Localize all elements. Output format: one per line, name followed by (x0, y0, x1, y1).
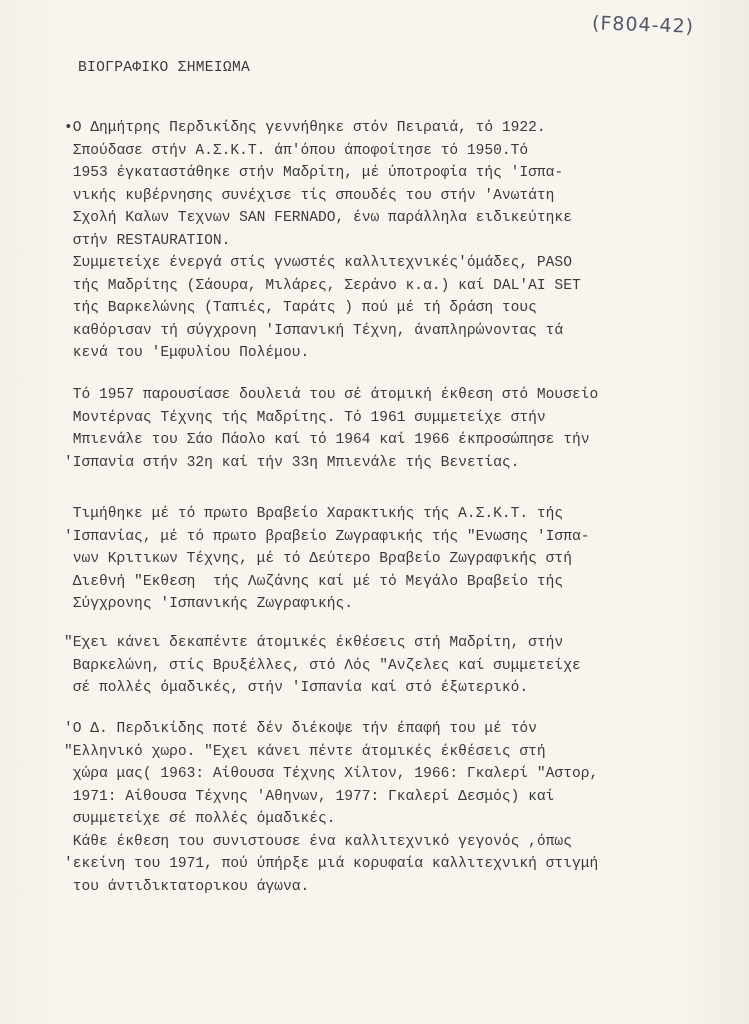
paragraph-greece (64, 718, 598, 898)
text-line: Τό 1957 παρουσίασε δουλειά του σέ άτομική έκθεση στό Μουσείο (64, 387, 599, 403)
text-line: τής Μαδρίτης (Σάουρα, Μιλάρες, Σεράνο κ.α.) καί DAL'AI SET (64, 277, 581, 294)
text-line: 'εκείνη του 1971, πού ύπήρξε μιά κορυφαία καλλιτεχνική στιγμή (64, 856, 599, 872)
text-line: στήν RESTAURATION. (64, 232, 231, 249)
text-line: νικής κυβέρνησης συνέχισε τίς σπουδές του στήν 'Ανωτάτη (64, 187, 555, 204)
text-line: "Ελληνικό χωρο. "Εχει κάνει πέντε άτομικές έκθέσεις στή (64, 743, 546, 760)
text-line: Σχολή Καλων Τεχνων SAN FERNADO, ένω παράλληλα ειδικεύτηκε (64, 210, 572, 226)
text-line: 'Ισπανία στήν 32η καί τήν 33η Μπιενάλε τής Βενετίας. (64, 454, 520, 471)
text-line: Διεθνή "Εκθεση τής Λωζάνης καί μέ τό Μεγάλο Βραβείο τής (64, 573, 564, 590)
text-line: 1971: Αίθουσα Τέχνης 'Αθηνων, 1977: Γκαλερί Δεσμός) καί (64, 788, 555, 805)
text-line: καθόρισαν τή σύγχρονη 'Ισπανική Τέχνη, άναπληρώνοντας τά (64, 322, 564, 339)
text-line: σέ πολλές όμαδικές, στήν 'Ισπανία καί στό έξωτερικό. (64, 680, 529, 696)
text-line: 'Ο Δ. Περδικίδης ποτέ δέν διέκοψε τήν έπαφή του μέ τόν (64, 721, 537, 737)
text-line: Συμμετείχε ένεργά στίς γνωστές καλλιτεχνικές'όμάδες, PASO (64, 255, 572, 271)
text-line: κενά του 'Εμφυλίου Πολέμου. (64, 345, 310, 361)
archive-reference-handwritten: (F804-42) (591, 12, 695, 38)
paragraph-exhibitions-1957 (64, 384, 598, 474)
paragraph-awards (64, 503, 589, 616)
text-line: Σπούδασε στήν Α.Σ.Κ.Τ. άπ'όπου άποφοίτησε τό 1950.Τό (64, 142, 529, 159)
text-line: νων Κριτικων Τέχνης, μέ τό Δεύτερο Βραβείο Ζωγραφικής στή (64, 551, 572, 567)
text-line: Βαρκελώνη, στίς Βρυξέλλες, στό Λός "Ανζελες καί συμμετείχε (64, 657, 581, 674)
text-line: Σύγχρονης 'Ισπανικής Ζωγραφικής. (64, 596, 354, 612)
text-line: τής Βαρκελώνης (Ταπιές, Ταράτς ) πού μέ τή δράση τους (64, 300, 537, 316)
text-line: 'Ισπανίας, μέ τό πρωτο βραβείο Ζωγραφικής τής "Ενωσης 'Ισπα- (64, 528, 590, 545)
paragraph-birth-studies (64, 117, 581, 365)
text-line: Μοντέρνας Τέχνης τής Μαδρίτης. Τό 1961 συμμετείχε στήν (64, 409, 546, 426)
text-line: Κάθε έκθεση του συνιστουσε ένα καλλιτεχνικό γεγονός ,όπως (64, 833, 572, 850)
text-line: 1953 έγκαταστάθηκε στήν Μαδρίτη, μέ ύποτροφία τής 'Ισπα- (64, 165, 564, 181)
text-line: Τιμήθηκε μέ τό πρωτο Βραβείο Χαρακτικής τής Α.Σ.Κ.Τ. τής (64, 506, 564, 522)
text-line: του άντιδικτατορικου άγωνα. (64, 878, 310, 895)
text-line: Μπιενάλε του Σάο Πάολο καί τό 1964 καί 1966 έκπροσώπησε τήν (64, 432, 590, 448)
text-line: συμμετείχε σέ πολλές όμαδικές. (64, 811, 336, 827)
text-line: •Ο Δημήτρης Περδικίδης γεννήθηκε στόν Πειραιά, τό 1922. (64, 120, 546, 136)
text-line: "Εχει κάνει δεκαπέντε άτομικές έκθέσεις στή Μαδρίτη, στήν (64, 635, 564, 651)
text-line: χώρα μας( 1963: Αίθουσα Τέχνης Χίλτον, 1966: Γκαλερί "Αστορ, (64, 766, 599, 782)
document-title: ΒΙΟΓΡΑΦΙΚΟ ΣΗΜΕΙΩΜΑ (78, 60, 251, 76)
paragraph-solo-exhibitions (64, 632, 581, 700)
